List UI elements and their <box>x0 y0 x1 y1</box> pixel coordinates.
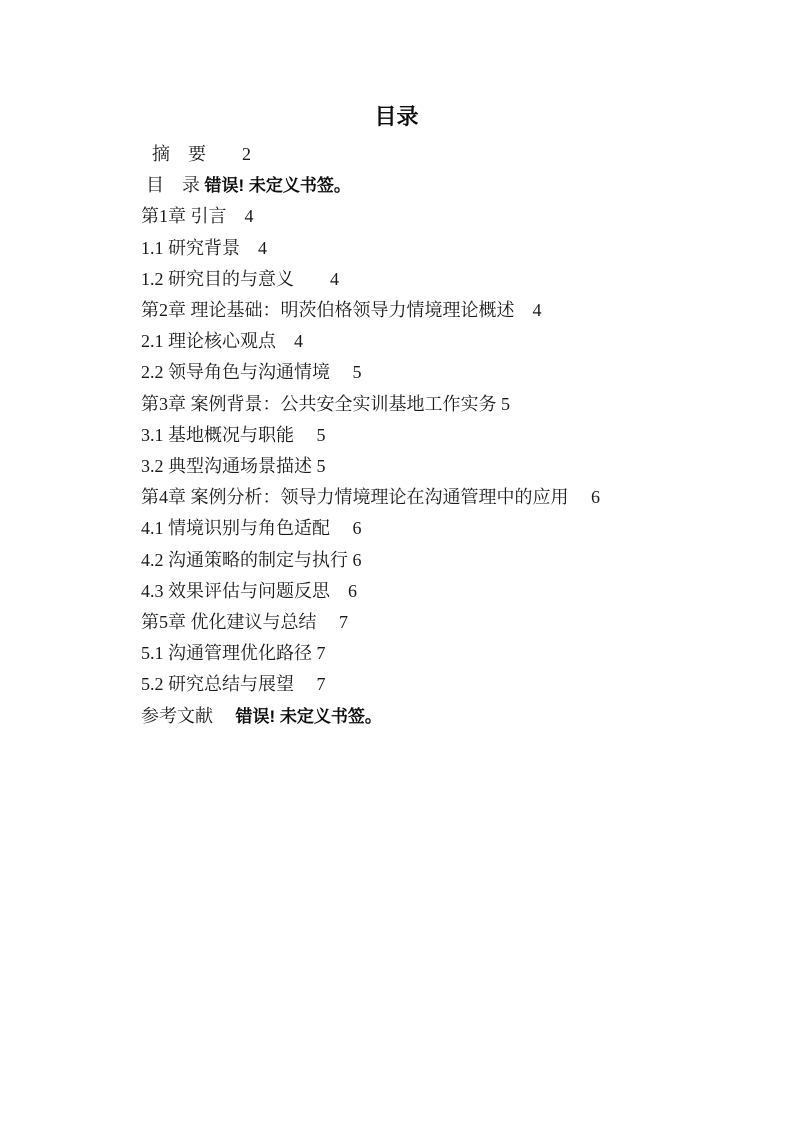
toc-entry-5-1[interactable] <box>141 638 793 669</box>
toc-entry-3-2[interactable] <box>141 451 793 482</box>
toc-error-text: 错误! 未定义书签。 <box>235 706 382 726</box>
toc-entry-abstract[interactable] <box>141 139 793 170</box>
toc-entry-chapter-5[interactable] <box>141 607 793 638</box>
toc-entry-text: 目 录 <box>146 175 205 196</box>
toc-entry-text: 5.1 沟通管理优化路径 7 <box>141 643 326 664</box>
toc-entry-text: 摘 要 2 <box>152 144 251 164</box>
toc-entry-3-1[interactable] <box>141 420 793 451</box>
toc-entry-text: 第4章 案例分析：领导力情境理论在沟通管理中的应用 6 <box>141 487 600 508</box>
toc-entry-text: 1.1 研究背景 4 <box>141 237 267 258</box>
toc-entry-4-1[interactable] <box>141 513 793 544</box>
toc-entry-text: 5.2 研究总结与展望 7 <box>141 674 326 695</box>
toc-entry-text: 4.3 效果评估与问题反思 6 <box>141 580 357 601</box>
toc-entry-2-1[interactable] <box>141 326 793 357</box>
toc-entry-contents[interactable] <box>141 170 793 201</box>
toc-error-text: 错误! 未定义书签。 <box>204 176 351 196</box>
page-title: 目录 <box>374 104 419 129</box>
toc-entry-4-3[interactable] <box>141 576 793 607</box>
toc-entry-1-1[interactable] <box>141 233 793 264</box>
toc-entry-text: 参考文献 <box>141 705 236 726</box>
toc-entry-1-2[interactable] <box>141 264 793 295</box>
toc-entry-chapter-3[interactable] <box>141 389 793 420</box>
toc-entry-text: 第3章 案例背景：公共安全实训基地工作实务 5 <box>141 393 510 414</box>
toc-entry-chapter-2[interactable] <box>141 295 793 326</box>
toc-entry-text: 4.2 沟通策略的制定与执行 6 <box>141 549 362 570</box>
toc-entry-5-2[interactable] <box>141 669 793 700</box>
toc-entry-text: 2.1 理论核心观点 4 <box>141 331 303 352</box>
toc-entry-text: 第2章 理论基础：明茨伯格领导力情境理论概述 4 <box>141 300 542 321</box>
toc-entry-2-2[interactable] <box>141 357 793 388</box>
toc-entry-text: 3.1 基地概况与职能 5 <box>141 424 326 445</box>
toc-entry-references[interactable] <box>141 701 793 732</box>
table-of-contents <box>141 139 793 732</box>
toc-entry-text: 第5章 优化建议与总结 7 <box>141 612 348 633</box>
toc-entry-text: 2.2 领导角色与沟通情境 5 <box>141 362 362 383</box>
toc-entry-chapter-1[interactable] <box>141 201 793 232</box>
toc-entry-text: 第1章 引言 4 <box>141 206 254 227</box>
toc-entry-chapter-4[interactable] <box>141 482 793 513</box>
toc-entry-text: 4.1 情境识别与角色适配 6 <box>141 518 362 539</box>
toc-entry-text: 1.2 研究目的与意义 4 <box>141 268 339 289</box>
toc-entry-text: 3.2 典型沟通场景描述 5 <box>141 456 326 477</box>
toc-entry-4-2[interactable] <box>141 545 793 576</box>
